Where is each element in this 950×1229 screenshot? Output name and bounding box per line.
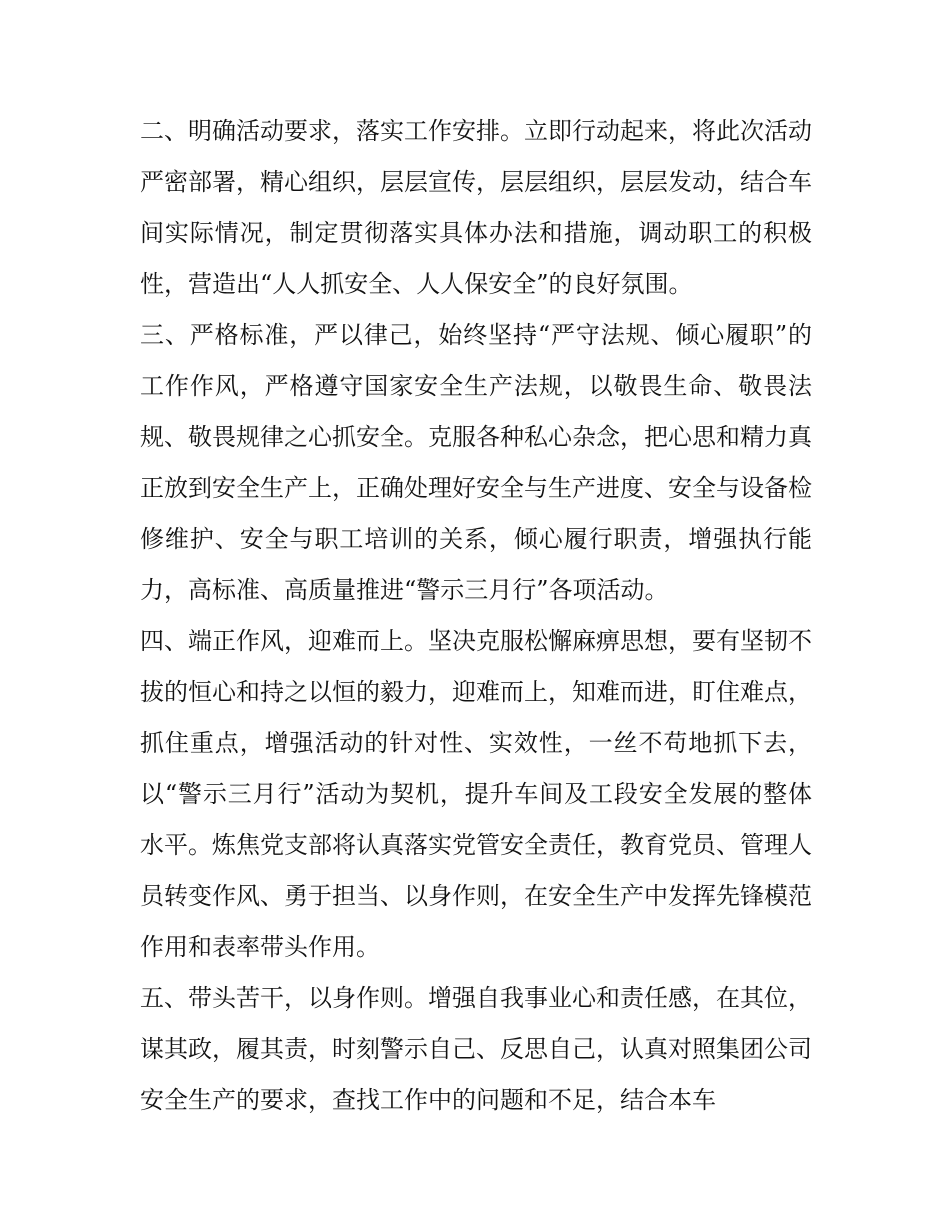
document-body — [140, 106, 812, 1126]
paragraph-2: 二、明确活动要求，落实工作安排。立即行动起来，将此次活动严密部署，精心组织，层层宣传，层层组织，层层发动，结合车间实际情况，制定贯彻落实具体办法和措施，调动职工的积极性，营造出“人人抓安全、人人保安全”的良好氛围。 — [140, 117, 812, 298]
paragraph-3: 三、严格标准，严以律己，始终坚持“严守法规、倾心履职”的工作作风，严格遵守国家安全生产法规，以敬畏生命、敬畏法规、敬畏规律之心抓安全。克服各种私心杂念，把心思和精力真正放到安全生产上，正确处理好安全与生产进度、安全与设备检修维护、安全与职工培训的关系，倾心履行职责，增强执行能力，高标准、高质量推进“警示三月行”各项活动。 — [140, 321, 812, 604]
paragraph-4: 四、端正作风，迎难而上。坚决克服松懈麻痹思想，要有坚韧不拔的恒心和持之以恒的毅力，迎难而上，知难而进，盯住难点，抓住重点，增强活动的针对性、实效性，一丝不苟地抓下去，以“警示三月行”活动为契机，提升车间及工段安全发展的整体水平。炼焦党支部将认真落实党管安全责任，教育党员、管理人员转变作风、勇于担当、以身作则，在安全生产中发挥先锋模范作用和表率带头作用。 — [140, 627, 812, 961]
paragraph-5: 五、带头苦干，以身作则。增强自我事业心和责任感，在其位，谋其政，履其责，时刻警示自己、反思自己，认真对照集团公司安全生产的要求，查找工作中的问题和不足，结合本车 — [140, 984, 812, 1114]
